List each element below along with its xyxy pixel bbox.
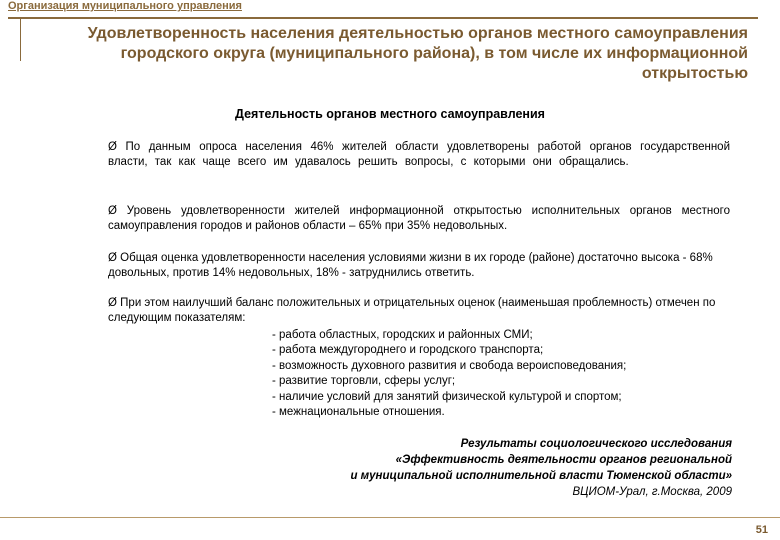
section-label: Организация муниципального управления [8, 0, 242, 12]
source-line: ВЦИОМ-Урал, г.Москва, 2009 [572, 486, 732, 498]
paragraph-4 [108, 296, 730, 326]
page-number: 51 [755, 524, 768, 536]
source-line: «Эффективность деятельности органов региональной [395, 454, 732, 466]
bullet-arrow-icon: Ø [108, 252, 117, 264]
header-divider [8, 17, 758, 19]
list-item: - развитие торговли, сферы услуг; [272, 375, 456, 388]
section-heading: Деятельность органов местного самоуправления [235, 107, 545, 121]
list-item: - возможность духовного развития и свобода вероисповедования; [272, 359, 627, 372]
source-line: и муниципальной исполнительной власти Тюменской области» [350, 470, 732, 482]
footer-divider [0, 517, 780, 518]
paragraph-1 [108, 140, 730, 170]
list-item: - наличие условий для занятий физической культурой и спортом; [272, 390, 622, 403]
paragraph-text: По данным опроса населения 46% жителей области удовлетворены работой органов государственной власти, так как чаще всего им удавалось решить вопросы, с которыми они обращались. [108, 141, 730, 168]
paragraph-2 [108, 204, 730, 234]
paragraph-text: При этом наилучший баланс положительных и отрицательных оценок (наименьшая проблемность) отмечен по следующим показателям: [108, 297, 716, 324]
source-citation [350, 436, 732, 500]
bullet-arrow-icon: Ø [108, 141, 117, 153]
paragraph-3 [108, 251, 730, 281]
paragraph-text: Общая оценка удовлетворенности населения условиями жизни в их городе (районе) достаточно высока - 68% довольных, против 14% недовольных, 18% - затруднились ответить. [108, 252, 713, 279]
header-vertical-rule [20, 19, 21, 61]
indicator-list [272, 328, 626, 420]
list-item: - работа междугороднего и городского транспорта; [272, 344, 544, 357]
paragraph-text: Уровень удовлетворенности жителей информационной открытостью исполнительных органов местного самоуправления городов и районов области – 65% при 35% недовольных. [108, 205, 730, 232]
list-item: - межнациональные отношения. [272, 406, 445, 419]
list-item: - работа областных, городских и районных СМИ; [272, 329, 533, 341]
page-title: Удовлетворенность населения деятельностью органов местного самоуправления городского округа (муниципального района), в том числе их информационной открытостью [87, 25, 748, 82]
source-line: Результаты социологического исследования [460, 438, 732, 450]
bullet-arrow-icon: Ø [108, 297, 117, 309]
bullet-arrow-icon: Ø [108, 205, 117, 217]
